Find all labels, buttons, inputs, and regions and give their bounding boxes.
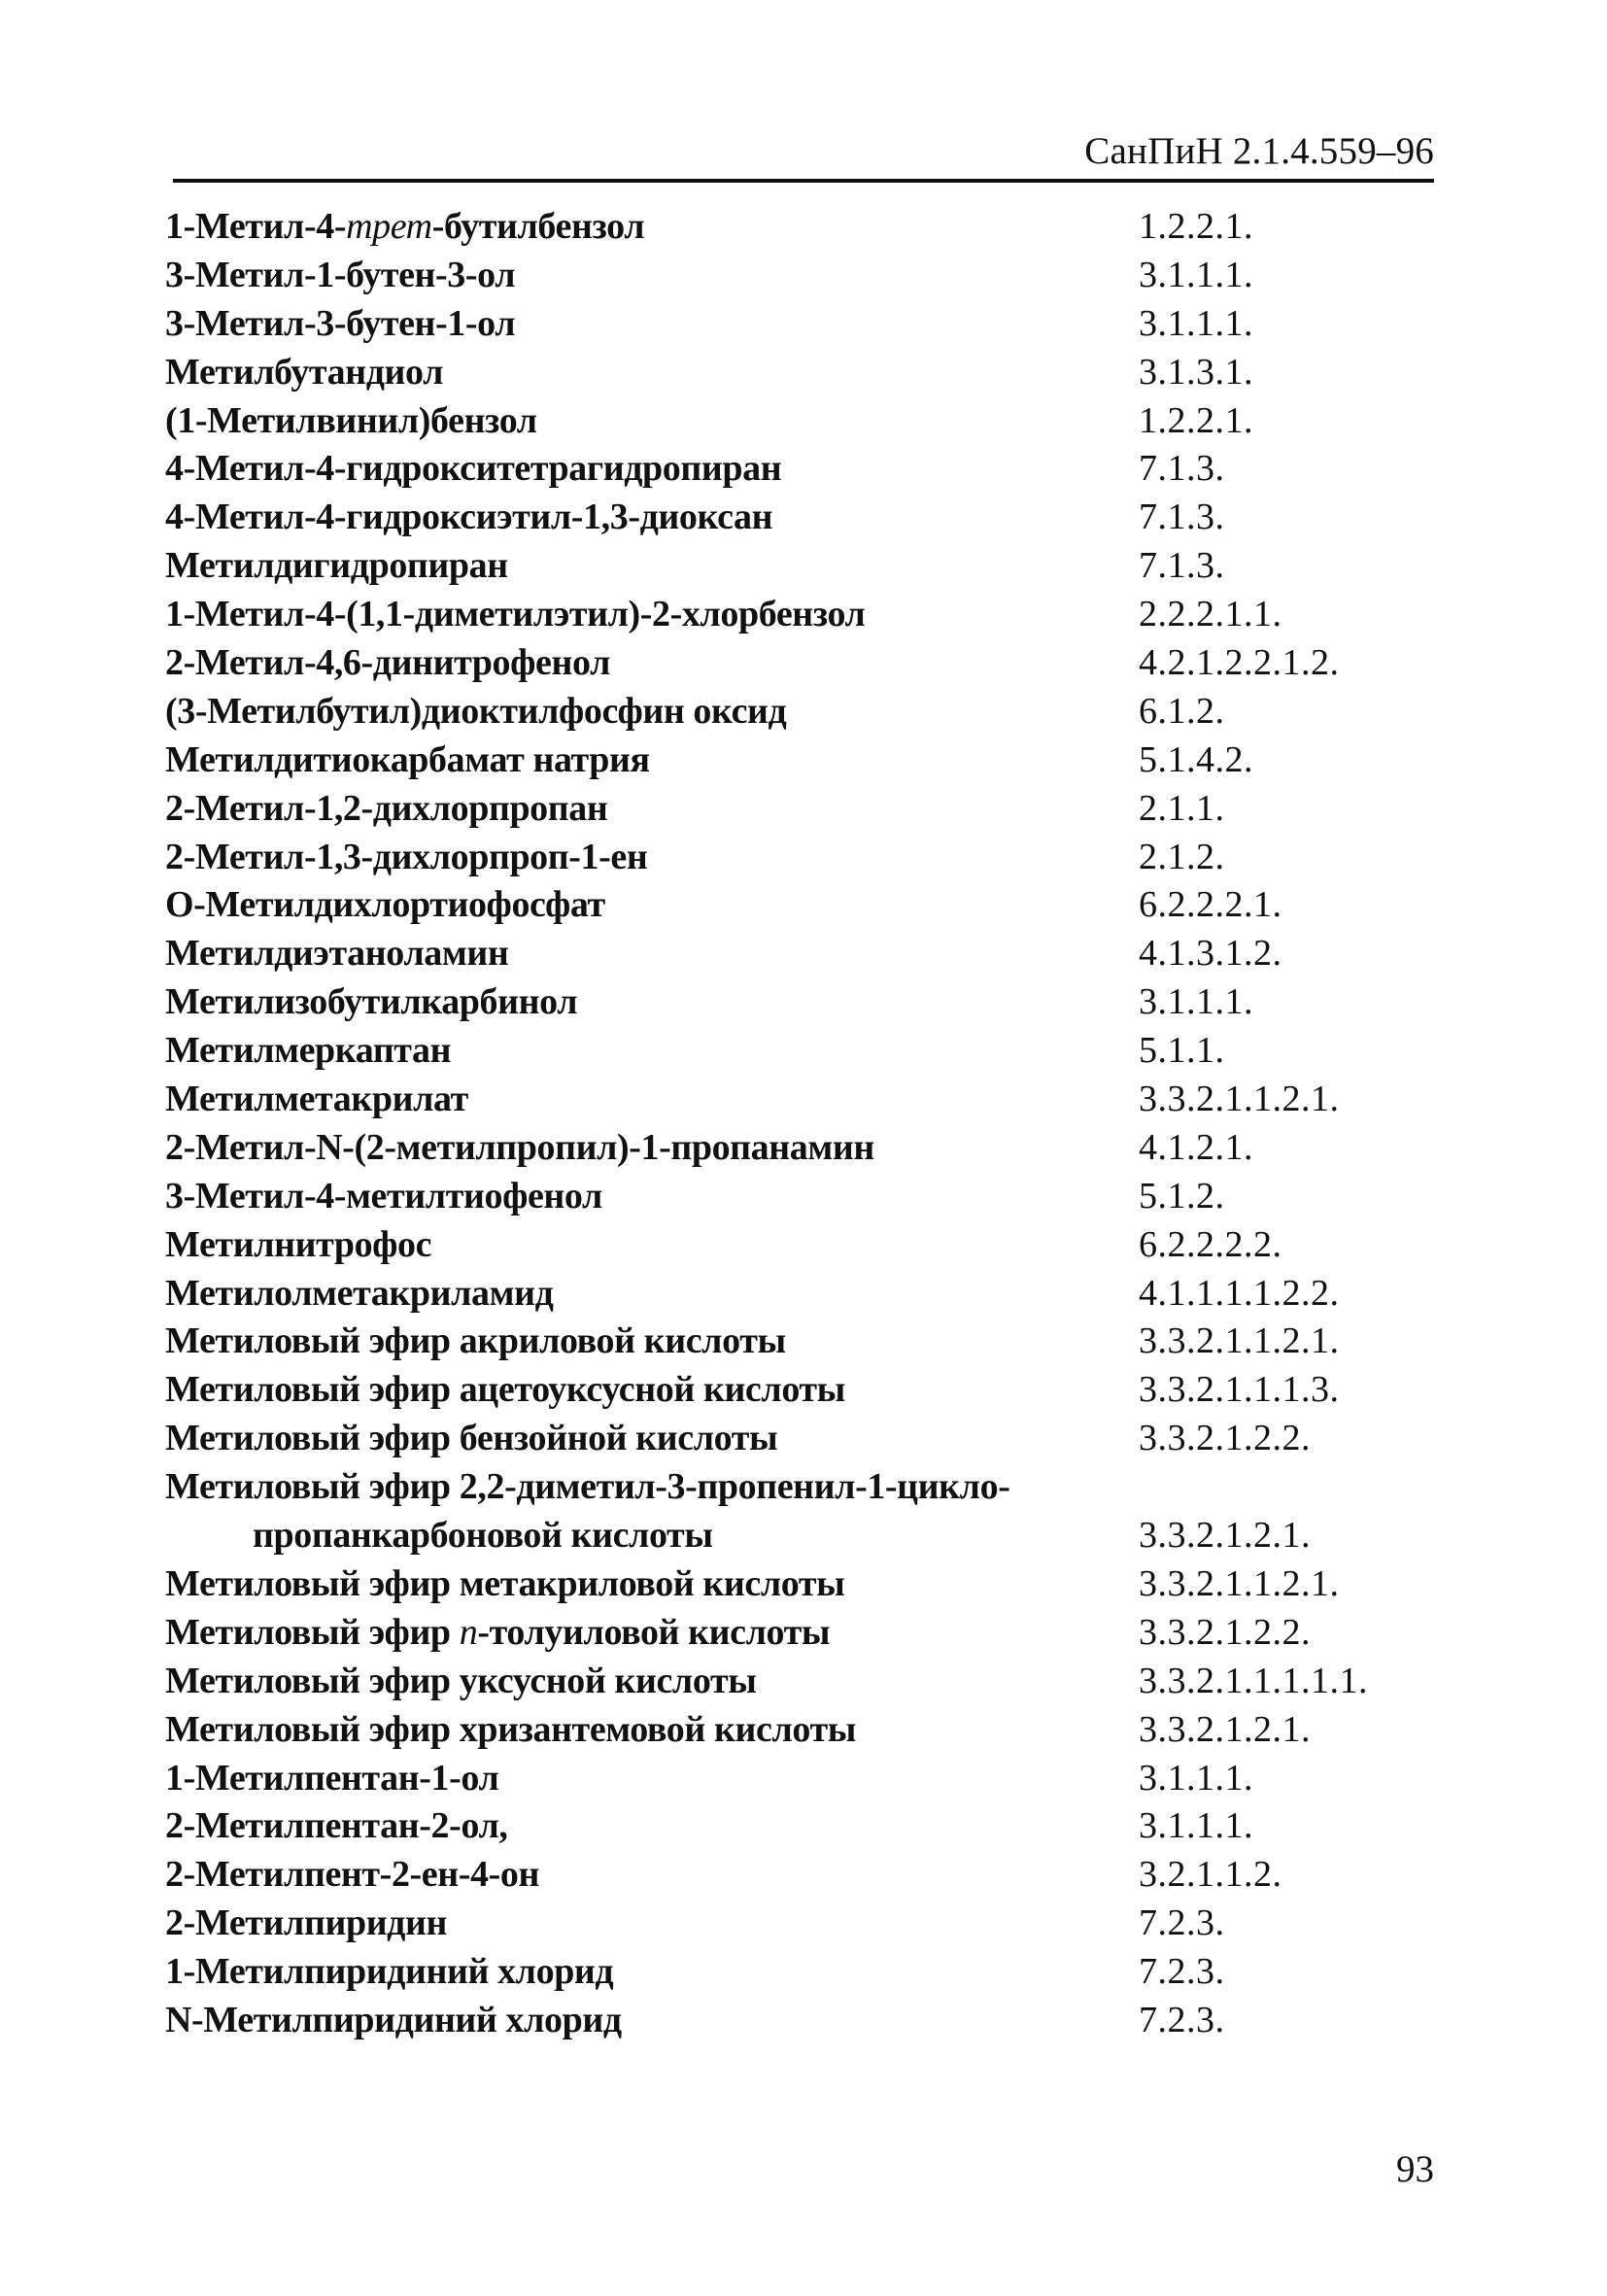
entry-name	[165, 1658, 756, 1706]
index-entry	[165, 1415, 1428, 1463]
index-entry	[165, 1027, 1428, 1076]
entry-name	[165, 591, 865, 639]
entry-name	[165, 639, 610, 688]
index-entry	[165, 1221, 1428, 1270]
entry-section-ref: 3.1.1.1.	[1139, 302, 1253, 344]
entry-section-ref: 6.2.2.2.2.	[1139, 1223, 1282, 1265]
entry-name	[165, 494, 772, 542]
index-entry	[165, 639, 1428, 688]
entry-name-text: 2-Метилпент-2-ен-4-он	[165, 1854, 539, 1896]
entry-name-text: Метилнитрофос	[165, 1223, 432, 1265]
index-entry	[165, 1270, 1428, 1319]
index-entry	[165, 1658, 1428, 1706]
entry-section-ref: 3.3.2.1.2.1.	[1139, 1515, 1311, 1557]
entry-name-text-tail: -толуиловой кислоты	[477, 1611, 831, 1653]
entry-name-text: N-Метилпиридиний хлорид	[165, 1999, 622, 2040]
entry-section-ref: 3.1.1.1.	[1139, 254, 1253, 295]
index-entry	[165, 1706, 1428, 1755]
entry-section-ref: 3.3.2.1.1.2.1.	[1139, 1562, 1340, 1604]
entry-section-ref: 3.3.2.1.1.2.1.	[1139, 1320, 1340, 1362]
entry-name-italic: п	[459, 1611, 478, 1653]
entry-section-ref: 3.1.1.1.	[1139, 981, 1253, 1023]
entry-name	[253, 1512, 713, 1560]
entry-name-text: 1-Метил-4-	[165, 206, 347, 247]
entry-section-ref: 3.3.2.1.1.2.1.	[1139, 1079, 1340, 1120]
entry-name	[165, 1366, 845, 1415]
index-entry	[165, 1948, 1428, 1997]
entry-name-text: Метиловый эфир	[165, 1611, 460, 1653]
entry-name-text: О-Метилдихлортиофосфат	[165, 884, 605, 926]
entry-name-text: 2-Метилпиридин	[165, 1902, 447, 1944]
index-entry	[165, 591, 1428, 639]
entry-name-text: Метиловый эфир ацетоуксусной кислоты	[165, 1369, 845, 1411]
entry-name	[165, 542, 508, 591]
entry-name-text-tail: -бутилбензол	[431, 206, 645, 247]
entry-name-text: Метилдитиокарбамат натрия	[165, 738, 650, 780]
entry-section-ref: 1.2.2.1.	[1139, 399, 1253, 441]
entry-name-text: 4-Метил-4-гидрокситетрагидропиран	[165, 448, 782, 490]
entry-name	[165, 978, 577, 1027]
entry-section-ref: 4.2.1.2.2.1.2.	[1139, 642, 1340, 684]
entry-name	[165, 1415, 777, 1463]
entry-name	[165, 1270, 553, 1319]
entry-name	[165, 834, 647, 882]
index-entries-list	[165, 203, 1428, 2045]
index-entry	[165, 1463, 1428, 1512]
entry-name	[165, 1318, 786, 1366]
entry-section-ref: 3.1.1.1.	[1139, 1805, 1253, 1847]
index-entry	[165, 300, 1428, 349]
entry-name-text: Метилизобутилкарбинол	[165, 981, 578, 1023]
entry-name-text: 2-Метил-1,3-дихлорпроп-1-ен	[165, 836, 648, 877]
page-number: 93	[1396, 2148, 1434, 2190]
index-entry	[165, 1997, 1428, 2045]
entry-section-ref: 3.1.3.1.	[1139, 351, 1253, 393]
index-entry	[165, 688, 1428, 737]
index-entry	[165, 397, 1428, 446]
entry-name	[165, 1076, 468, 1124]
entry-section-ref: 3.3.2.1.2.1.	[1139, 1708, 1311, 1750]
entry-name	[165, 881, 605, 930]
entry-name	[165, 1027, 451, 1076]
entry-section-ref: 3.3.2.1.2.2.	[1139, 1611, 1311, 1653]
entry-name	[165, 688, 786, 737]
entry-name	[165, 1802, 507, 1851]
entry-section-ref: 1.2.2.1.	[1139, 206, 1253, 247]
entry-name	[165, 1948, 613, 1997]
entry-name-text: 2-Метил-1,2-дихлорпропан	[165, 787, 608, 829]
page-header	[173, 124, 1434, 183]
entry-name	[165, 397, 537, 446]
entry-name	[165, 1463, 1009, 1512]
entry-name	[165, 1755, 498, 1803]
index-entry	[165, 542, 1428, 591]
entry-name-text: 2-Метил-4,6-динитрофенол	[165, 642, 611, 684]
entry-name-text: Метиловый эфир 2,2-диметил-3-пропенил-1-цикло-	[165, 1466, 1010, 1508]
entry-section-ref: 7.1.3.	[1139, 497, 1225, 538]
entry-name-text: Метиловый эфир метакриловой кислоты	[165, 1562, 845, 1604]
entry-name-text: 2-Метилпентан-2-ол,	[165, 1805, 508, 1847]
index-entry	[165, 445, 1428, 494]
entry-name-text: 1-Метилпентан-1-ол	[165, 1757, 499, 1799]
entry-name-text: Метиловый эфир бензойной кислоты	[165, 1418, 778, 1459]
entry-section-ref: 3.3.2.1.1.1.3.	[1139, 1369, 1340, 1411]
index-entry	[165, 1173, 1428, 1221]
index-entry	[165, 881, 1428, 930]
entry-name	[165, 252, 515, 300]
entry-name-text: 3-Метил-4-метилтиофенол	[165, 1175, 602, 1217]
entry-name-text: Метилолметакриламид	[165, 1272, 554, 1314]
document-code: СанПиН 2.1.4.559–96	[1084, 130, 1434, 172]
entry-name-text: пропанкарбоновой кислоты	[253, 1515, 713, 1557]
entry-section-ref: 5.1.4.2.	[1139, 738, 1253, 780]
entry-name	[165, 1851, 539, 1900]
entry-name	[165, 203, 644, 252]
entry-section-ref: 4.1.1.1.1.2.2.	[1139, 1272, 1340, 1314]
index-entry	[165, 1755, 1428, 1803]
entry-name-text: 2-Метил-N-(2-метилпропил)-1-пропанамин	[165, 1126, 874, 1168]
entry-name	[165, 300, 515, 349]
entry-section-ref: 2.1.1.	[1139, 787, 1225, 829]
entry-section-ref: 4.1.2.1.	[1139, 1126, 1253, 1168]
entry-section-ref: 5.1.2.	[1139, 1175, 1225, 1217]
entry-section-ref: 2.1.2.	[1139, 836, 1225, 877]
entry-name-text: (3-Метилбутил)диоктилфосфин оксид	[165, 690, 787, 732]
entry-name	[165, 930, 508, 978]
index-entry	[165, 1900, 1428, 1948]
index-entry	[165, 1802, 1428, 1851]
entry-section-ref: 5.1.1.	[1139, 1030, 1225, 1072]
entry-section-ref: 3.3.2.1.1.1.1.1.	[1139, 1660, 1368, 1701]
index-entry	[165, 1318, 1428, 1366]
index-entry	[165, 203, 1428, 252]
entry-section-ref: 6.2.2.2.1.	[1139, 884, 1282, 926]
entry-name-text: (1-Метилвинил)бензол	[165, 399, 537, 441]
entry-name-text: Метилметакрилат	[165, 1079, 468, 1120]
index-entry	[165, 1366, 1428, 1415]
entry-name-text: Метиловый эфир уксусной кислоты	[165, 1660, 757, 1701]
entry-name	[165, 1609, 830, 1658]
index-entry	[165, 785, 1428, 834]
index-entry	[165, 1560, 1428, 1609]
index-entry	[165, 834, 1428, 882]
entry-name	[165, 1560, 844, 1609]
entry-name	[165, 1221, 431, 1270]
entry-name-text: Метиловый эфир акриловой кислоты	[165, 1320, 786, 1362]
entry-name-text: Метилдигидропиран	[165, 545, 508, 587]
index-entry	[165, 494, 1428, 542]
index-entry	[165, 1609, 1428, 1658]
index-entry	[165, 1851, 1428, 1900]
entry-section-ref: 3.3.2.1.2.2.	[1139, 1418, 1311, 1459]
entry-name-text: 3-Метил-1-бутен-3-ол	[165, 254, 516, 295]
entry-name	[165, 737, 650, 785]
entry-name	[165, 1900, 447, 1948]
index-entry	[165, 1076, 1428, 1124]
entry-name-text: Метиловый эфир хризантемовой кислоты	[165, 1708, 856, 1750]
entry-section-ref: 3.1.1.1.	[1139, 1757, 1253, 1799]
entry-name	[165, 1997, 622, 2045]
entry-name	[165, 1173, 602, 1221]
entry-name-text: 1-Метил-4-(1,1-диметилэтил)-2-хлорбензол	[165, 594, 866, 635]
entry-name	[165, 445, 781, 494]
index-entry	[165, 1512, 1428, 1560]
entry-section-ref: 7.2.3.	[1139, 1951, 1225, 1993]
entry-name	[165, 1706, 856, 1755]
index-entry	[165, 978, 1428, 1027]
entry-name-text: Метилмеркаптан	[165, 1030, 452, 1072]
entry-name	[165, 785, 607, 834]
entry-section-ref: 7.1.3.	[1139, 448, 1225, 490]
index-entry	[165, 349, 1428, 397]
entry-section-ref: 7.2.3.	[1139, 1902, 1225, 1944]
entry-name-italic: трет	[346, 206, 432, 247]
entry-section-ref: 3.2.1.1.2.	[1139, 1854, 1282, 1896]
index-entry	[165, 1124, 1428, 1173]
index-entry	[165, 930, 1428, 978]
entry-name	[165, 349, 443, 397]
entry-section-ref: 4.1.3.1.2.	[1139, 933, 1282, 975]
entry-section-ref: 2.2.2.1.1.	[1139, 594, 1282, 635]
entry-name-text: Метилдиэтаноламин	[165, 933, 509, 975]
entry-name-text: Метилбутандиол	[165, 351, 444, 393]
index-entry	[165, 737, 1428, 785]
entry-section-ref: 6.1.2.	[1139, 690, 1225, 732]
index-entry	[165, 252, 1428, 300]
entry-name-text: 4-Метил-4-гидроксиэтил-1,3-диоксан	[165, 497, 773, 538]
entry-section-ref: 7.2.3.	[1139, 1999, 1225, 2040]
entry-name	[165, 1124, 874, 1173]
entry-name-text: 3-Метил-3-бутен-1-ол	[165, 302, 516, 344]
entry-section-ref: 7.1.3.	[1139, 545, 1225, 587]
entry-name-text: 1-Метилпиридиний хлорид	[165, 1951, 614, 1993]
